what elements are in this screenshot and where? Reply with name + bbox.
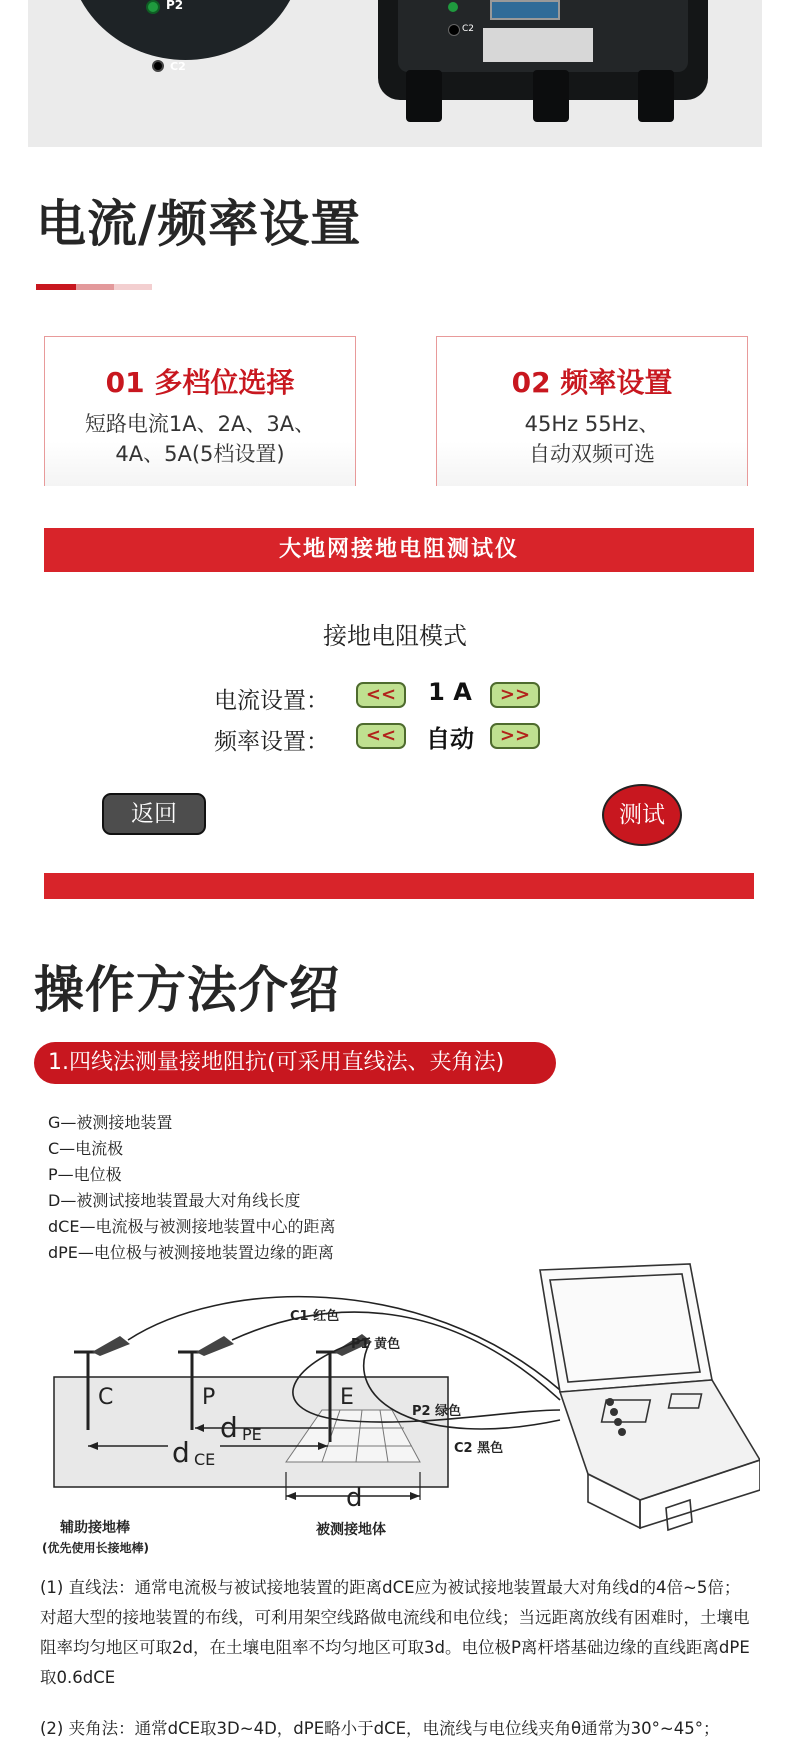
c2-label: C2 (170, 60, 186, 73)
frequency-increase-button[interactable]: >> (490, 723, 540, 749)
wiring-diagram (40, 1260, 760, 1560)
mode-title: 接地电阻模式 (323, 622, 467, 650)
pole-c-label: C (98, 1385, 114, 1410)
frequency-decrease-button[interactable]: << (356, 723, 406, 749)
case-jack-icon (448, 2, 458, 12)
legend-item: P—电位极 (48, 1165, 122, 1184)
wire-c1-label: C1 红色 (290, 1309, 340, 1324)
card-text (437, 409, 747, 469)
instrument-case-drawing (540, 1264, 760, 1530)
p2-label: P2 (166, 0, 184, 12)
feature-card-frequency (436, 336, 748, 486)
frequency-value: 自动 (426, 725, 474, 753)
ground-body-caption: 被测接地体 (316, 1522, 386, 1538)
dpe-label-sub: PE (242, 1425, 262, 1444)
dpe-label-main: d (220, 1411, 238, 1444)
test-button[interactable]: 测试 (602, 784, 682, 846)
case-c2-label: C2 (462, 24, 475, 34)
title-underline (114, 284, 152, 290)
pole-e-label: E (340, 1385, 354, 1410)
pole-p-label: P (202, 1385, 216, 1410)
method-heading-pill: 1.四线法测量接地阻抗(可采用直线法、夹角法) (34, 1042, 556, 1084)
p2-jack-icon (146, 0, 160, 14)
case-latch (533, 70, 569, 122)
legend-item: D—被测试接地装置最大对角线长度 (48, 1191, 301, 1210)
aux-rod-caption: 辅助接地棒 (60, 1520, 130, 1536)
product-photo (28, 0, 762, 147)
current-setting-label: 电流设置： (214, 688, 329, 714)
dce-label-sub: CE (194, 1450, 216, 1469)
wire-p2-label: P2 绿色 (412, 1404, 462, 1419)
back-button[interactable]: 返回 (102, 793, 206, 835)
case-screen (490, 0, 560, 20)
current-decrease-button[interactable]: << (356, 682, 406, 708)
case-latch (406, 70, 442, 122)
legend-list (48, 1110, 335, 1266)
section-title-current-frequency: 电流/频率设置 (36, 195, 362, 253)
paragraph-straight-line-method: (1) 直线法：通常电流极与被试接地装置的距离dCE应为被试接地装置最大对角线d的4倍~5倍；对超大型的接地装置的布线，可利用架空线路做电流线和电位线；当远距离放线有困难时，土壤电阻率均匀地区可取2d，在土壤电阻率不均匀地区可取3d。电位极P离杆塔基础边缘的直线距离dPE取0.6dCE (40, 1578, 750, 1687)
legend-item: C—电流极 (48, 1139, 124, 1158)
current-increase-button[interactable]: >> (490, 682, 540, 708)
section-title-operation: 操作方法介绍 (34, 961, 340, 1019)
card-text (45, 409, 355, 469)
paragraph-angle-method: (2) 夹角法：通常dCE取3D~4D，dPE略小于dCE，电流线与电位线夹角θ通常为30°~45°； (40, 1719, 720, 1738)
frequency-setting-label: 频率设置： (214, 729, 329, 755)
card-heading: 02 频率设置 (511, 366, 673, 399)
device-title: 大地网接地电阻测试仪 (278, 537, 519, 562)
title-underline (36, 284, 76, 290)
dce-label-main: d (172, 1436, 190, 1469)
card-line: 4A、5A(5档设置) (115, 442, 285, 466)
c2-jack-icon (152, 60, 164, 72)
card-line: 自动双频可选 (529, 442, 655, 466)
feature-card-range (44, 336, 356, 486)
wire-c2-label: C2 黑色 (454, 1441, 504, 1456)
arrow-head-icon (286, 1492, 296, 1500)
title-underline (76, 284, 114, 290)
wire-p1-label: P1 黄色 (351, 1337, 401, 1352)
card-line: 45Hz 55Hz、 (524, 412, 660, 436)
legend-item: dPE—电位极与被测接地装置边缘的距离 (48, 1243, 334, 1262)
d-label: d (346, 1483, 363, 1513)
device-bottom-bar (44, 873, 754, 899)
aux-rod-note: (优先使用长接地棒) (42, 1541, 149, 1555)
legend-item: G—被测接地装置 (48, 1113, 173, 1132)
arrow-head-icon (410, 1492, 420, 1500)
case-wiring-label (483, 28, 593, 62)
card-line: 短路电流1A、2A、3A、 (84, 412, 316, 436)
case-jack-icon (448, 24, 460, 36)
current-value: 1 A (428, 678, 472, 706)
legend-item: dCE—电流极与被测接地装置中心的距离 (48, 1217, 336, 1236)
case-latch (638, 70, 674, 122)
p2-terminal (146, 0, 208, 16)
card-heading: 01 多档位选择 (105, 366, 295, 399)
